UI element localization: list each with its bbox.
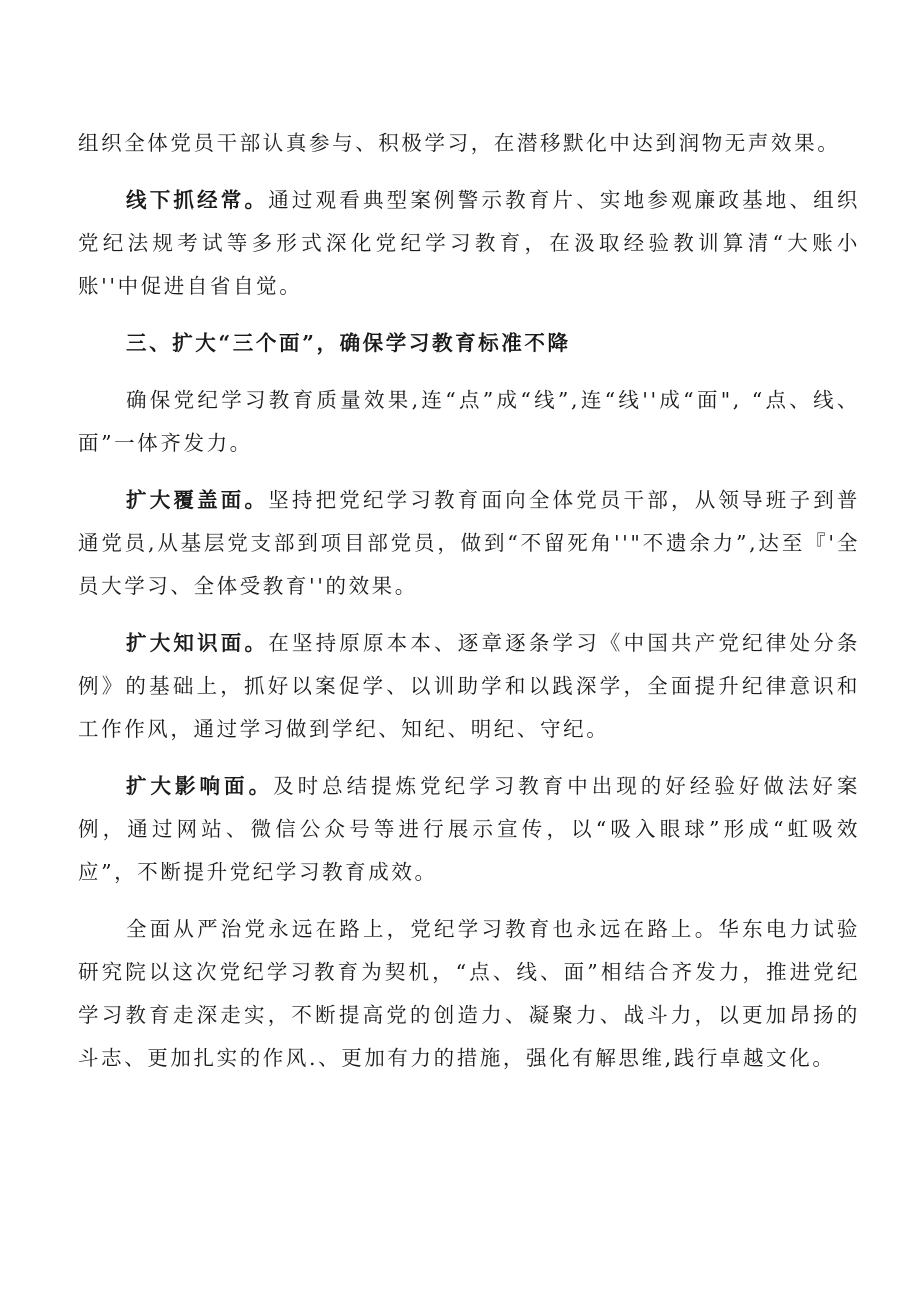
paragraph-influence — [78, 765, 860, 894]
paragraph-text: 坚持把党纪学习教育面向全体党员干部，从领导班子到普通党员,从基层党支部到项目部党员，做到“不留死角''"不遗余力”,达至『'全员大学习、全体受教育''的效果。 — [78, 488, 860, 598]
paragraph-lead: 扩大影响面。 — [126, 774, 274, 798]
paragraph-text: 及时总结提炼党纪学习教育中出现的好经验好做法好案例，通过网站、微信公众号等进行展示宣传，以“吸入眼球”形成“虹吸效应”，不断提升党纪学习教育成效。 — [78, 774, 860, 884]
paragraph-conclusion — [78, 908, 860, 1080]
paragraph-coverage — [78, 479, 860, 608]
paragraph-lead: 扩大覆盖面。 — [126, 488, 269, 512]
document-page — [78, 122, 860, 1094]
paragraph-continuation — [78, 122, 860, 165]
paragraph-offline — [78, 179, 860, 308]
paragraph-intro — [78, 379, 860, 465]
paragraph-text: 确保党纪学习教育质量效果,连“点”成“线”,连“线''成“面", “点、线、面”一体齐发力。 — [78, 388, 860, 455]
paragraph-knowledge — [78, 622, 860, 751]
section-heading: 三、扩大“三个面”，确保学习教育标准不降 — [126, 331, 571, 355]
paragraph-text: 在坚持原原本本、逐章逐条学习《中国共产党纪律处分条例》的基础上，抓好以案促学、以训助学和以践深学，全面提升纪律意识和工作作风，通过学习做到学纪、知纪、明纪、守纪。 — [78, 631, 860, 741]
paragraph-text: 组织全体党员干部认真参与、积极学习，在潜移默化中达到润物无声效果。 — [78, 131, 841, 155]
paragraph-lead: 线下抓经常。 — [126, 188, 269, 212]
paragraph-text: 全面从严治党永远在路上，党纪学习教育也永远在路上。华东电力试验研究院以这次党纪学习教育为契机，“点、线、面”相结合齐发力，推进党纪学习教育走深走实，不断提高党的创造力、凝聚力、战斗力，以更加昂扬的斗志、更加扎实的作风.、更加有力的措施，强化有解思维,践行卓越文化。 — [78, 917, 860, 1070]
paragraph-lead: 扩大知识面。 — [126, 631, 269, 655]
paragraph-text: 通过观看典型案例警示教育片、实地参观廉政基地、组织党纪法规考试等多形式深化党纪学习教育，在汲取经验教训算清“大账小账''中促进自省自觉。 — [78, 188, 860, 298]
